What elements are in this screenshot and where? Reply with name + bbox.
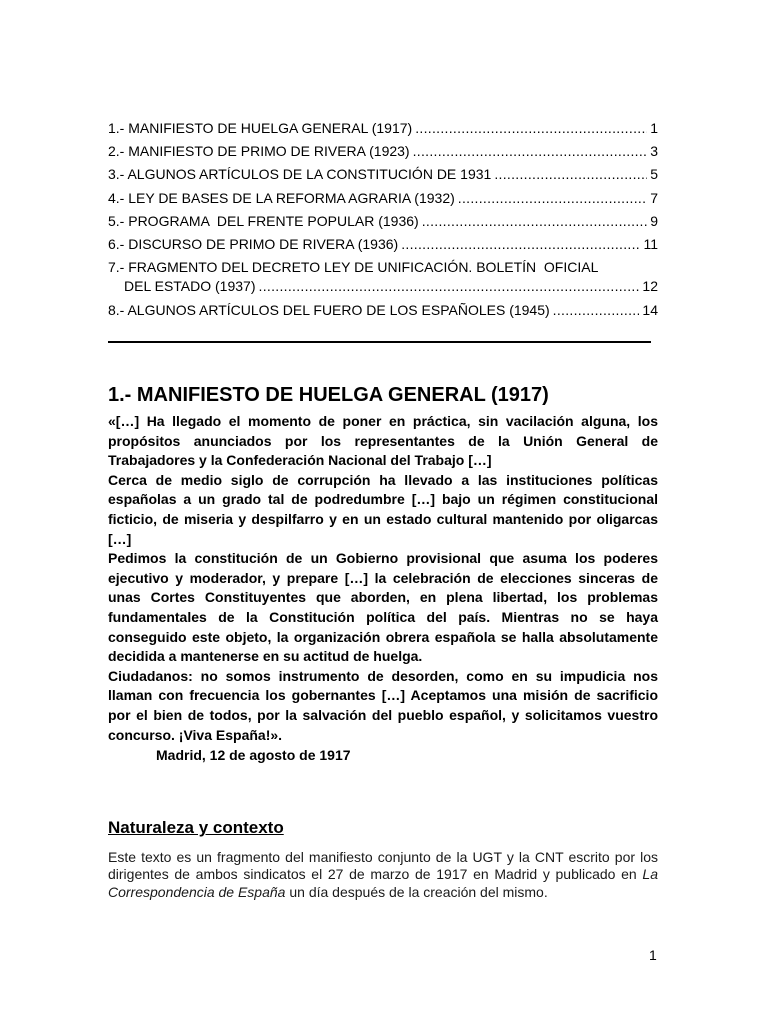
toc-leader-dots [413,142,648,161]
quote-paragraph: Ciudadanos: no somos instrumento de desorden, como en su impudicia nos llaman con frecuencia los gobernantes […] Aceptamos una misión de sacrificio por el bien de todos, por la salvación del pueblo español, y solicitamos vuestro concurso. ¡Viva España!». [108,667,658,743]
toc-entry[interactable] [108,235,658,258]
context-paragraph [108,849,658,901]
quoted-manifesto [108,412,658,766]
table-of-contents [108,119,658,324]
toc-entry[interactable] [108,212,658,235]
context-text: Este texto es un fragmento del manifiesto conjunto de la UGT y la CNT escrito por los dirigentes de ambos sindicatos el 27 de marzo de 1917 en Madrid y publicado en [108,849,658,883]
quote-paragraph: Pedimos la constitución de un Gobierno provisional que asuma los poderes ejecutivo y moderador, y prepare […] la celebración de elecciones sinceras de unas Cortes Constituyentes que aborden, en plena libertad, los problemas fundamentales de la Constitución política del país. Mientras no se haya conseguido este objeto, la organización obrera española se halla absolutamente decidida a mantenerse en su actitud de huelga. [108,550,658,665]
toc-leader-dots [422,212,648,231]
toc-entry-page: 5 [650,166,658,183]
toc-leader-dots [259,277,640,296]
toc-entry-title: 4.- LEY DE BASES DE LA REFORMA AGRARIA (1932) [108,189,455,206]
toc-entry[interactable] [108,119,658,142]
toc-entry-page: 11 [643,235,658,252]
toc-entry-page: 14 [642,302,658,319]
toc-entry-title: 8.- ALGUNOS ARTÍCULOS DEL FUERO DE LOS ESPAÑOLES (1945) [108,302,550,319]
toc-entry-page: 12 [642,278,658,295]
quote-paragraph: «[…] Ha llegado el momento de poner en práctica, sin vacilación alguna, los propósitos anunciados por los representantes de la Unión General de Trabajadores y la Confederación Nacional del Trabajo […] [108,413,658,469]
toc-entry-page: 7 [650,189,658,206]
toc-entry-title: 6.- DISCURSO DE PRIMO DE RIVERA (1936) [108,235,399,252]
toc-entry-page: 9 [650,212,658,229]
toc-leader-dots [401,235,640,254]
toc-entry-title: 5.- PROGRAMA DEL FRENTE POPULAR (1936) [108,212,419,229]
publication-title: La Correspondencia de España [108,866,658,900]
toc-entry[interactable] [108,189,658,212]
horizontal-rule [108,341,651,343]
toc-entry[interactable] [108,142,658,165]
context-text-end: un día después de la creación del mismo. [285,883,548,900]
toc-entry-title: 2.- MANIFIESTO DE PRIMO DE RIVERA (1923) [108,143,410,160]
toc-entry[interactable] [108,258,658,301]
toc-entry-title: 3.- ALGUNOS ARTÍCULOS DE LA CONSTITUCIÓN DE 1931 [108,166,492,183]
quote-paragraph: Cerca de medio siglo de corrupción ha llevado a las instituciones políticas españolas a un grado tal de podredumbre […] bajo un régimen constitucional ficticio, de miseria y despilfarro y en un estado cultural mantenido por oligarcas […] [108,471,658,547]
toc-leader-dots [458,189,647,208]
toc-entry-title: 1.- MANIFIESTO DE HUELGA GENERAL (1917) [108,120,413,136]
page-number: 1 [649,947,657,963]
toc-entry[interactable] [108,301,658,324]
toc-entry-title-continuation: DEL ESTADO (1937) [124,278,256,295]
toc-entry-title: 7.- FRAGMENTO DEL DECRETO LEY DE UNIFICACIÓN. BOLETÍN OFICIAL [108,259,599,276]
quote-date: Madrid, 12 de agosto de 1917 [156,747,351,764]
subsection-heading: Naturaleza y contexto [108,818,284,837]
toc-leader-dots [553,301,640,320]
toc-entry[interactable] [108,165,658,188]
toc-leader-dots [415,119,647,138]
section-heading: 1.- MANIFIESTO DE HUELGA GENERAL (1917) [108,384,549,406]
toc-entry-page: 3 [650,143,658,160]
toc-leader-dots [494,165,647,184]
toc-entry-page: 1 [650,120,658,136]
